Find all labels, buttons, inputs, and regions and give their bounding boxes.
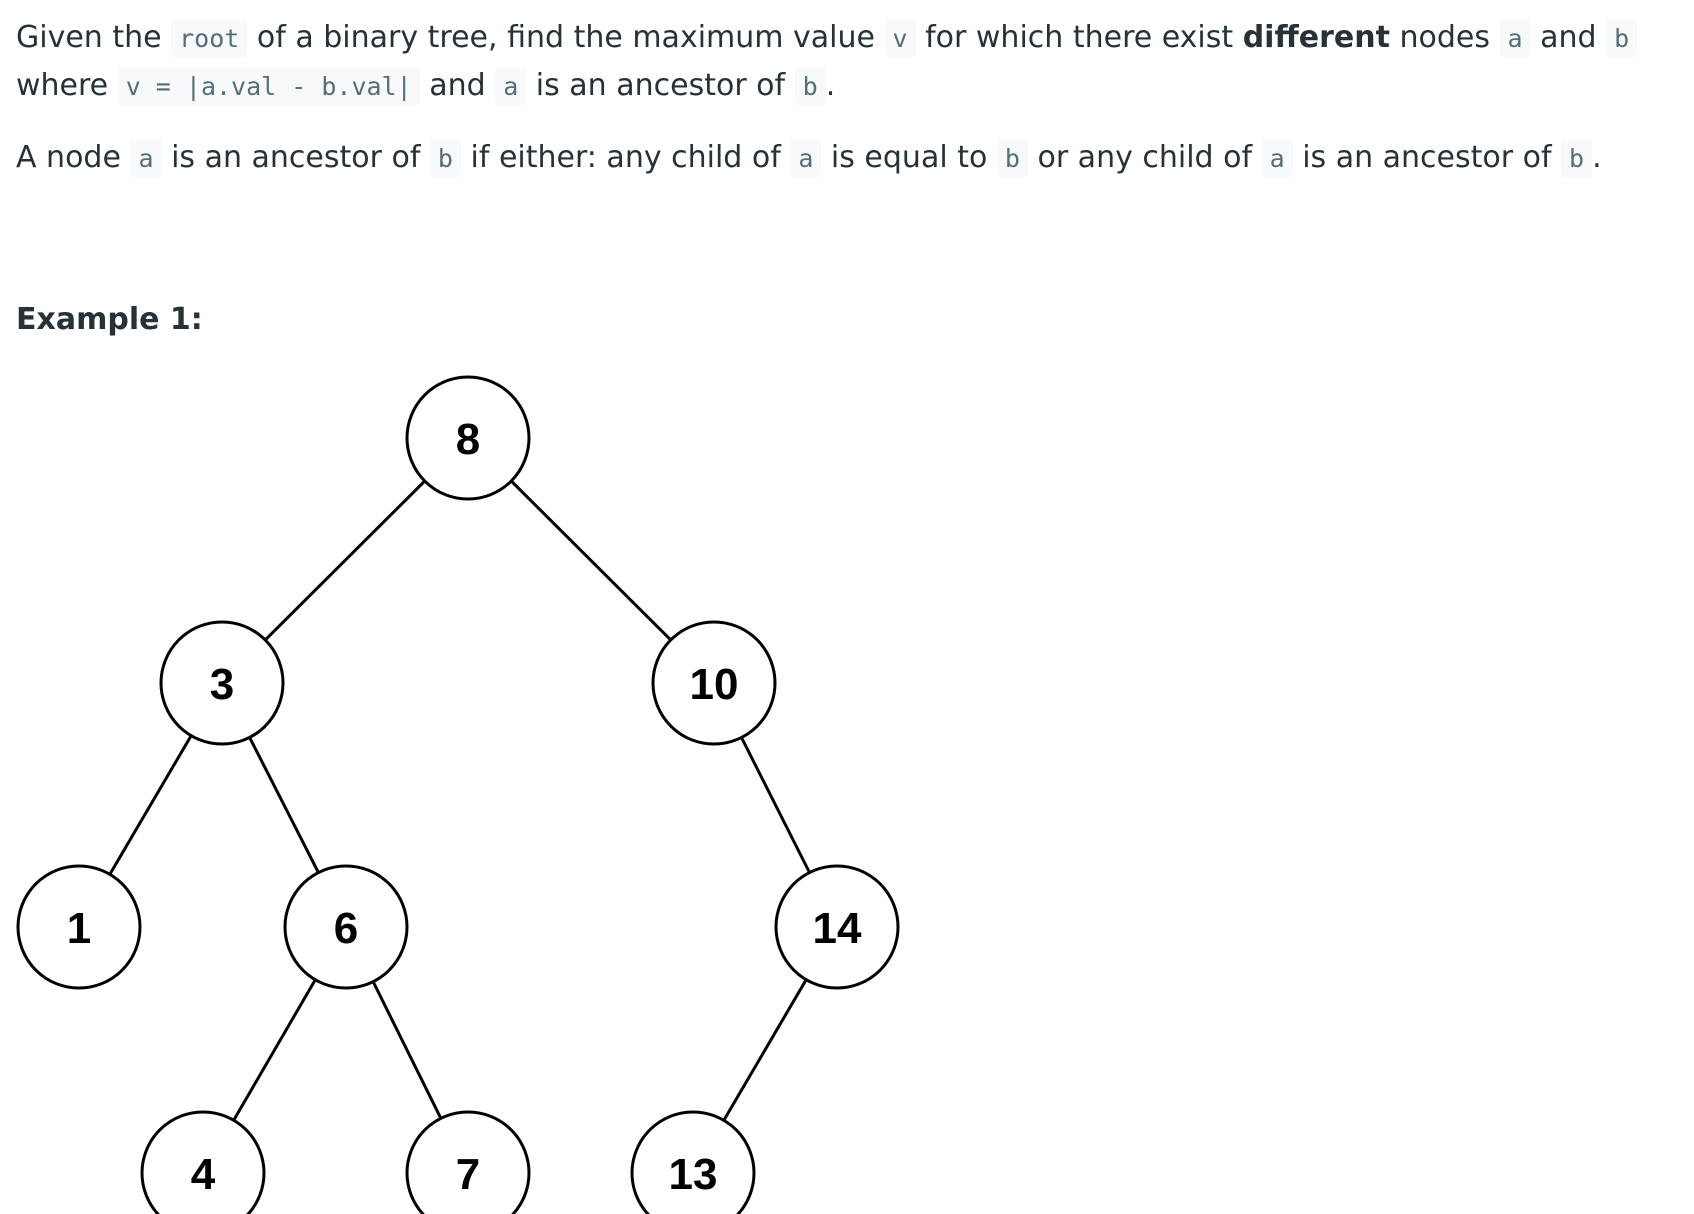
tree-node-value: 14 xyxy=(812,904,862,953)
tree-edge xyxy=(742,738,810,873)
tree-edge xyxy=(724,980,806,1121)
text: or any child of xyxy=(1027,140,1262,175)
tree-node xyxy=(285,866,407,988)
bold-different: different xyxy=(1242,20,1390,55)
text: nodes xyxy=(1389,20,1500,55)
code-b: b xyxy=(795,68,826,105)
tree-node xyxy=(161,622,283,744)
text: of a binary tree, find the maximum value xyxy=(247,20,885,55)
tree-edge xyxy=(265,481,425,640)
text: . xyxy=(825,68,836,103)
code-a: a xyxy=(130,140,161,177)
tree-node-value: 6 xyxy=(333,904,359,953)
text: and xyxy=(419,68,496,103)
tree-edges xyxy=(110,481,810,1120)
tree-node-value: 4 xyxy=(190,1150,216,1199)
tree-edge xyxy=(373,982,441,1119)
text: is an ancestor of xyxy=(161,140,430,175)
tree-node-value: 8 xyxy=(455,415,481,464)
tree-node xyxy=(18,866,140,988)
tree-nodes xyxy=(18,377,898,1214)
text: if either: any child of xyxy=(460,140,791,175)
text: Given the xyxy=(16,20,172,55)
text: where xyxy=(16,68,118,103)
tree-node xyxy=(142,1112,264,1214)
tree-node xyxy=(407,1112,529,1214)
code-b: b xyxy=(430,140,461,177)
code-root: root xyxy=(171,20,247,57)
tree-node xyxy=(632,1112,754,1214)
tree-node-value: 1 xyxy=(66,904,92,953)
tree-node xyxy=(407,377,529,499)
code-v: v xyxy=(885,20,916,57)
text: is an ancestor of xyxy=(1292,140,1562,175)
code-a: a xyxy=(1500,20,1531,57)
code-b: b xyxy=(1606,20,1637,57)
text: A node xyxy=(16,140,131,175)
code-a: a xyxy=(790,140,821,177)
code-a: a xyxy=(495,68,526,105)
tree-node xyxy=(653,622,775,744)
tree-edge xyxy=(234,980,316,1121)
tree-edge xyxy=(511,481,671,640)
tree-node-value: 10 xyxy=(689,660,739,709)
text: is equal to xyxy=(821,140,997,175)
text: and xyxy=(1530,20,1607,55)
text: is an ancestor of xyxy=(526,68,795,103)
code-formula: v = |a.val - b.val| xyxy=(118,68,420,105)
text: for which there exist xyxy=(915,20,1243,55)
text: . xyxy=(1592,140,1602,175)
example-heading: Example 1: xyxy=(16,302,203,337)
tree-edge xyxy=(110,736,191,875)
code-b: b xyxy=(997,140,1028,177)
tree-node-value: 13 xyxy=(668,1150,718,1199)
code-b: b xyxy=(1561,140,1592,177)
tree-edge xyxy=(250,737,319,872)
tree-node-value: 3 xyxy=(209,660,235,709)
code-a: a xyxy=(1262,140,1293,177)
tree-node-value: 7 xyxy=(455,1150,481,1199)
tree-node xyxy=(776,866,898,988)
